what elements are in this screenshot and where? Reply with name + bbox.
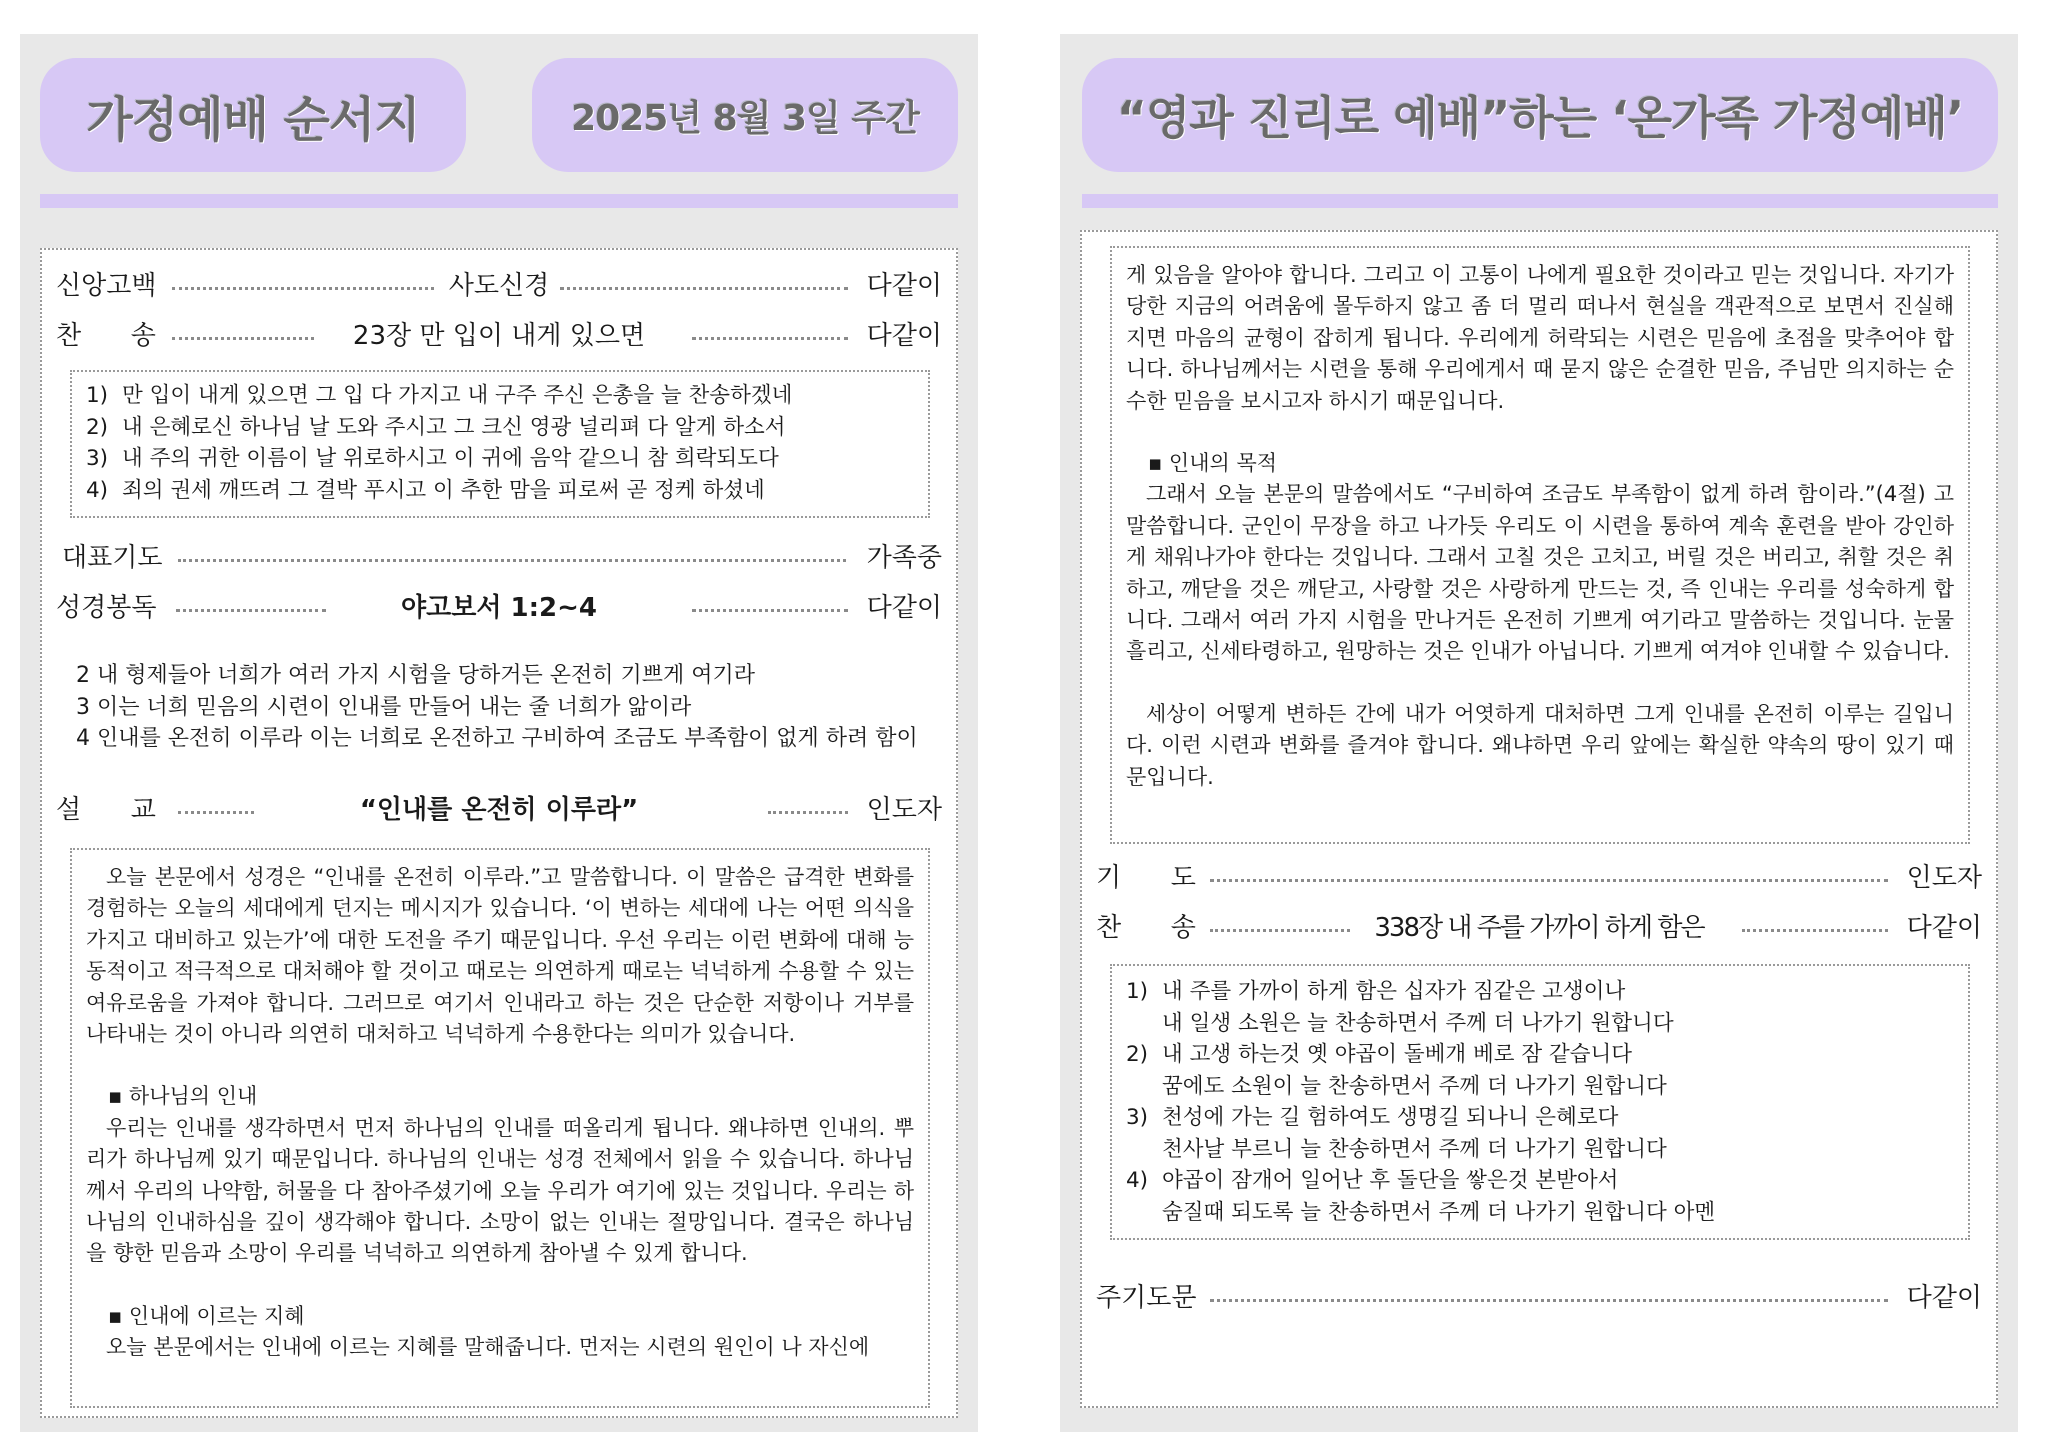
right-title: “영과 진리로 예배”하는 ‘온가족 가정예배’ xyxy=(1082,58,1998,172)
dot-leader xyxy=(172,287,434,290)
hymn-verse: 4) 죄의 권세 깨뜨려 그 결박 푸시고 이 추한 맘을 피로써 곧 정케 하셨네 xyxy=(86,477,765,503)
row-closing-hymn xyxy=(1082,906,1996,950)
verse-line: 2 내 형제들아 너희가 여러 가지 시험을 당하거든 온전히 기쁘게 여기라 xyxy=(76,663,755,688)
verse-line: 4 인내를 온전히 이루라 이는 너희로 온전하고 구비하여 조금도 부족함이 없게 하려 함이 xyxy=(76,726,918,751)
sermon-text-box xyxy=(70,848,930,1408)
row-reading xyxy=(42,586,956,630)
reading-label: 성경봉독 xyxy=(56,593,157,623)
row-sermon xyxy=(42,788,956,832)
sermon-paragraph: 우리는 인내를 생각하면서 먼저 하나님의 인내를 떠올리게 됩니다. 왜냐하면 인내의. 뿌리가 하나님께 있기 때문입니다. 하나님의 인내는 성경 전체에서 읽을 수 있습니다. 하나님께서 우리의 나약함, 허물을 다 참아주셨기에 오늘 우리가 여기에 있는 것입니다. 우리는 하나님의 인내하심을 깊이 생각해야 합니다. 소망이 없는 인내는 절망입니다. 결국은 하나님을 향한 믿음과 소망이 우리를 넉넉하고 의연하게 참아낼 수 있게 합니다. xyxy=(86,1115,914,1266)
dot-leader xyxy=(176,609,326,612)
scripture-verses xyxy=(76,660,918,755)
dot-leader xyxy=(178,559,846,562)
lords-prayer-label: 주기도문 xyxy=(1096,1283,1197,1313)
closing-prayer-label: 기 도 xyxy=(1096,863,1196,893)
sermon-subheading: ▪ 인내에 이르는 지혜 xyxy=(108,1303,305,1328)
dot-leader xyxy=(1210,879,1888,882)
hymn-verse-cont: 천사날 부르니 늘 찬송하면서 주께 더 나가기 원합니다 xyxy=(1162,1136,1667,1162)
dot-leader xyxy=(172,337,314,340)
lords-prayer-leader: 다같이 xyxy=(1906,1283,1982,1313)
hymn-verse: 1) 만 입이 내게 있으면 그 입 다 가지고 내 구주 주신 은총을 늘 찬송하겠네 xyxy=(86,383,793,408)
dot-leader xyxy=(692,337,848,340)
hymn-label: 찬 송 xyxy=(56,321,156,351)
left-divider xyxy=(40,194,958,208)
hymn-verse: 2) 내 은혜로신 하나님 날 도와 주시고 그 크신 영광 널리펴 다 알게 하소서 xyxy=(86,414,786,440)
bulletin-date: 2025년 8월 3일 주간 xyxy=(532,58,958,172)
reading-passage: 야고보서 1:2~4 xyxy=(401,593,597,623)
hymn-verse: 4) 야곱이 잠개어 일어난 후 돌단을 쌓은것 본받아서 xyxy=(1126,1168,1619,1193)
sermon-paragraph: 오늘 본문에서 성경은 “인내를 온전히 이루라.”고 말씀합니다. 이 말씀은 급격한 변화를 경험하는 오늘의 세대에게 던지는 메시지가 있습니다. ‘이 변하는 세대에 나는 어떤 의식을 가지고 대비하고 있는가’에 대한 도전을 주기 때문입니다. 우선 우리는 이런 변화에 대해 능동적이고 적극적으로 대처해야 할 것이고 때로는 의연하게 때로는 넉넉하게 수용할 수 있는 여유로움을 가져야 합니다. 그러므로 여기서 인내라고 하는 것은 단순한 저항이나 거부를 나타내는 것이 아니라 의연히 대처하고 넉넉하게 수용한다는 의미가 있습니다. xyxy=(86,865,914,1047)
right-paper xyxy=(1080,230,1998,1408)
hymn-verse-cont: 숨질때 되도록 늘 찬송하면서 주께 더 나가기 원합니다 아멘 xyxy=(1162,1199,1716,1225)
hymn-leader: 다같이 xyxy=(866,321,942,351)
row-prayer xyxy=(42,536,956,580)
sermon-paragraph: 그래서 오늘 본문의 말씀에서도 “구비하여 조금도 부족함이 없게 하려 함이라.”(4절) 고 말씀합니다. 군인이 무장을 하고 나가듯 우리도 이 시련을 통하여 계속 훈련을 받아 강인하게 채워나가야 한다는 것입니다. 그래서 고칠 것은 고치고, 버릴 것은 버리고, 취할 것은 취하고, 깨닫을 것은 깨닫고, 사랑할 것은 사랑하게 만드는 것, 즉 인내는 우리를 성숙하게 합니다. 그래서 여러 가지 시험을 만나거든 온전히 기쁘게 여기라고 말씀하는 것입니다. 눈물 흘리고, 신세타령하고, 원망하는 것은 인내가 아닙니다. 기쁘게 여겨야 인내할 수 있습니다. xyxy=(1126,482,1954,664)
row-lords-prayer xyxy=(1082,1276,1996,1320)
sermon-paragraph: 오늘 본문에서는 인내에 이르는 지혜를 말해줍니다. 먼저는 시련의 원인이 나 자신에 xyxy=(106,1335,870,1360)
prayer-leader: 가족중 xyxy=(866,543,942,573)
sermon-subheading: ▪ 하나님의 인내 xyxy=(108,1084,258,1109)
left-page xyxy=(20,34,978,1432)
verse-line: 3 이는 너희 믿음의 시련이 인내를 만들어 내는 줄 너희가 앎이라 xyxy=(76,694,692,720)
dot-leader xyxy=(178,811,254,814)
hymn-lyrics-box xyxy=(70,370,930,518)
closing-hymn-label: 찬 송 xyxy=(1096,913,1196,943)
row-creed xyxy=(42,264,956,308)
closing-hymn-lyrics-box xyxy=(1110,964,1970,1240)
dot-leader xyxy=(1210,1299,1888,1302)
closing-hymn-leader: 다같이 xyxy=(1906,913,1982,943)
bulletin-title: 가정예배 순서지 xyxy=(40,58,466,172)
hymn-verse: 1) 내 주를 가까이 하게 함은 십자가 짐같은 고생이나 xyxy=(1126,979,1626,1004)
creed-leader: 다같이 xyxy=(866,271,942,301)
sermon-continued-box xyxy=(1110,246,1970,844)
hymn-verse: 3) 천성에 가는 길 험하여도 생명길 되나니 은혜로다 xyxy=(1126,1105,1619,1130)
right-divider xyxy=(1082,194,1998,208)
closing-prayer-leader: 인도자 xyxy=(1906,863,1982,893)
sermon-label: 설 교 xyxy=(56,795,156,825)
left-paper xyxy=(40,248,958,1418)
row-hymn xyxy=(42,314,956,358)
right-page xyxy=(1060,34,2018,1432)
hymn-verse-cont: 꿈에도 소원이 늘 찬송하면서 주께 더 나가기 원합니다 xyxy=(1162,1073,1667,1099)
sermon-paragraph: 게 있음을 알아야 합니다. 그리고 이 고통이 나에게 필요한 것이라고 믿는 것입니다. 자기가 당한 지금의 어려움에 몰두하지 않고 좀 더 멀리 떠나서 현실을 객관적으로 보면서 진실해지면 마음의 균형이 잡히게 됩니다. 우리에게 허락되는 시련은 믿음에 초점을 맞추어야 합니다. 하나님께서는 시련을 통해 우리에게서 때 묻지 않은 순결한 믿음, 주님만 의지하는 순수한 믿음을 보시고자 하시기 때문입니다. xyxy=(1126,263,1954,413)
hymn-title: 23장 만 입이 내게 있으면 xyxy=(352,321,646,351)
prayer-label: 대표기도 xyxy=(62,543,163,573)
dot-leader xyxy=(560,287,848,290)
sermon-title: “인내를 온전히 이루라” xyxy=(359,795,639,825)
sermon-subheading: ▪ 인내의 목적 xyxy=(1148,451,1278,476)
closing-hymn-title: 338장 내 주를 가까이 하게 함은 xyxy=(1374,913,1704,943)
dot-leader xyxy=(1742,929,1888,932)
row-closing-prayer xyxy=(1082,856,1996,900)
creed-title: 사도신경 xyxy=(448,271,550,301)
hymn-verse: 3) 내 주의 귀한 이름이 날 위로하시고 이 귀에 음악 같으니 참 희락되도다 xyxy=(86,446,779,471)
dot-leader xyxy=(1210,929,1350,932)
hymn-verse: 2) 내 고생 하는것 옛 야곱이 돌베개 베로 잠 같습니다 xyxy=(1126,1042,1633,1067)
dot-leader xyxy=(692,609,848,612)
creed-label: 신앙고백 xyxy=(56,271,157,301)
hymn-verse-cont: 내 일생 소원은 늘 찬송하면서 주께 더 나가기 원합니다 xyxy=(1162,1010,1674,1036)
dot-leader xyxy=(768,811,848,814)
reading-leader: 다같이 xyxy=(866,593,942,623)
sermon-leader: 인도자 xyxy=(866,795,942,825)
sermon-paragraph: 세상이 어떻게 변하든 간에 내가 어엿하게 대처하면 그게 인내를 온전히 이루는 길입니다. 이런 시련과 변화를 즐겨야 합니다. 왜냐하면 우리 앞에는 확실한 약속의 땅이 있기 때문입니다. xyxy=(1126,701,1954,789)
